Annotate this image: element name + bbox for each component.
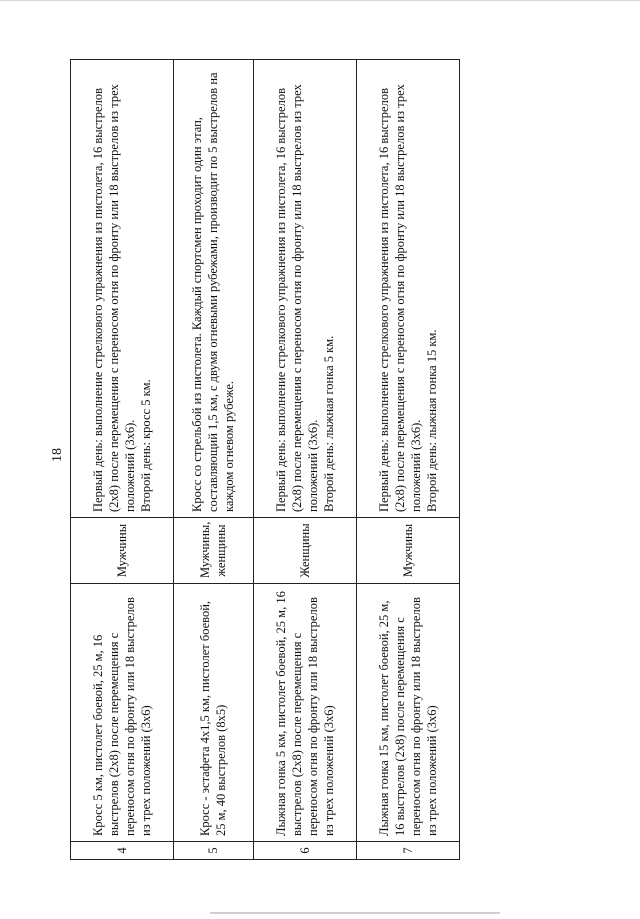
competition-program-table: [70, 59, 460, 860]
table-row: [356, 60, 459, 860]
scan-artifact-bottom: [210, 912, 500, 914]
description-line: Второй день: кросс 5 км.: [139, 379, 154, 512]
description-line: Первый день: выполнение стрелкового упражнения из пистолета, 16 выстрелов (2х8) после перемещения с переносом огня по фронту или 18 выстрелов из трех положений (3х6).: [91, 84, 138, 512]
participants-cell: Мужчины: [71, 518, 174, 584]
program-cell: Кросс 5 км, пистолет боевой, 25 м, 16 выстрелов (2х8) после перемещения с переносом огня по фронту или 18 выстрелов из трех положений (3х6): [71, 584, 174, 842]
program-cell: Лыжная гонка 15 км, пистолет боевой, 25 м, 16 выстрелов (2х8) после перемещения с переносом огня по фронту или 18 выстрелов из трех положений (3х6): [356, 584, 459, 842]
description-cell: [174, 60, 253, 518]
row-number: 6: [253, 842, 356, 860]
description-line: Первый день: выполнение стрелкового упражнения из пистолета, 16 выстрелов (2х8) после перемещения с переносом огня по фронту или 18 выстрелов из трех положений (3х6).: [376, 84, 423, 512]
description-line: Первый день: выполнение стрелкового упражнения из пистолета, 16 выстрелов (2х8) после перемещения с переносом огня по фронту или 18 выстрелов из трех положений (3х6).: [273, 84, 320, 512]
page-number: 18: [50, 448, 65, 462]
row-number: 7: [356, 842, 459, 860]
participants-cell: Мужчины, женщины: [174, 518, 253, 584]
table-row: [71, 60, 174, 860]
participants-cell: Мужчины: [356, 518, 459, 584]
row-number: 5: [174, 842, 253, 860]
rotated-table-region: [70, 60, 460, 860]
table-row: [174, 60, 253, 860]
description-cell: [253, 60, 356, 518]
description-cell: [356, 60, 459, 518]
program-cell: Лыжная гонка 5 км, пистолет боевой, 25 м, 16 выстрелов (2х8) после перемещения с переносом огня по фронту или 18 выстрелов из трех положений (3х6): [253, 584, 356, 842]
row-number: 4: [71, 842, 174, 860]
participants-cell: Женщины: [253, 518, 356, 584]
table-rotator: [70, 60, 460, 860]
program-cell: Кросс - эстафета 4х1,5 км, пистолет боевой, 25 м, 40 выстрелов (8х5): [174, 584, 253, 842]
table-body: [71, 60, 460, 860]
table-row: [253, 60, 356, 860]
scan-artifact-top: [0, 0, 640, 1]
description-line: Второй день: лыжная гонка 15 км.: [424, 329, 439, 512]
description-line: Второй день: лыжная гонка 5 км.: [321, 335, 336, 512]
description-cell: [71, 60, 174, 518]
description-line: Кросс со стрельбой из пистолета. Каждый спортсмен проходит один этап, составляющий 1,5 км, с двумя огневыми рубежами, производит по 5 выстрелов на каждом огневом рубеже.: [190, 72, 237, 512]
